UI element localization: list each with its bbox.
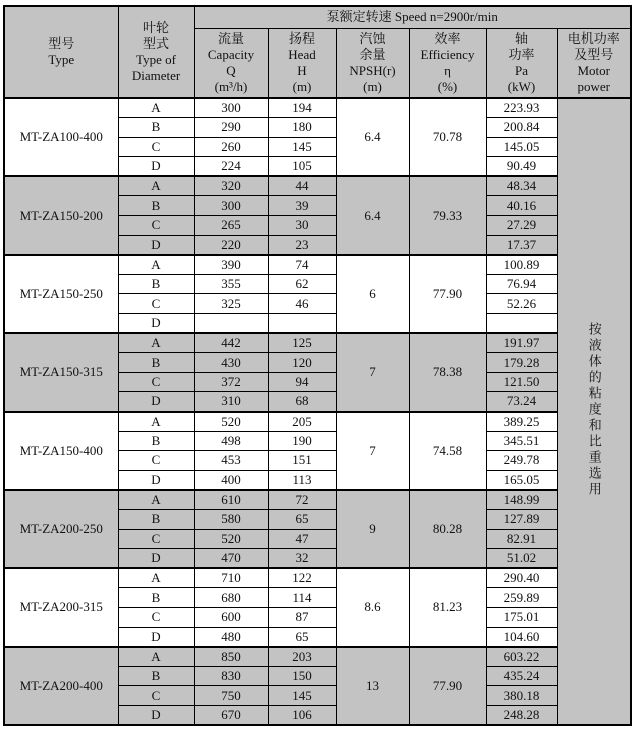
power-cell: 48.34 bbox=[486, 176, 557, 196]
power-cell: 380.18 bbox=[486, 686, 557, 706]
npsh-cell: 7 bbox=[336, 333, 409, 411]
impeller-type-cell: C bbox=[118, 137, 194, 157]
head-cell: 65 bbox=[268, 627, 336, 647]
impeller-type-cell: C bbox=[118, 451, 194, 471]
power-cell: 148.99 bbox=[486, 490, 557, 510]
efficiency-cell: 81.23 bbox=[409, 568, 486, 646]
head-cell: 32 bbox=[268, 549, 336, 569]
power-cell: 249.78 bbox=[486, 451, 557, 471]
impeller-type-cell: D bbox=[118, 627, 194, 647]
capacity-cell: 750 bbox=[194, 686, 268, 706]
power-cell: 191.97 bbox=[486, 333, 557, 353]
capacity-cell: 265 bbox=[194, 216, 268, 236]
npsh-cell: 6.4 bbox=[336, 98, 409, 176]
impeller-type-cell: B bbox=[118, 274, 194, 294]
capacity-cell: 325 bbox=[194, 294, 268, 314]
capacity-cell: 453 bbox=[194, 451, 268, 471]
power-cell: 603.22 bbox=[486, 647, 557, 667]
impeller-type-cell: D bbox=[118, 705, 194, 725]
head-cell: 205 bbox=[268, 412, 336, 432]
impeller-type-cell: A bbox=[118, 412, 194, 432]
capacity-cell: 224 bbox=[194, 157, 268, 177]
impeller-type-cell: D bbox=[118, 470, 194, 490]
impeller-type-cell: A bbox=[118, 568, 194, 588]
model-cell: MT-ZA150-400 bbox=[4, 412, 118, 490]
col-header-motor-power: 电机功率 及型号 Motor power bbox=[557, 28, 631, 98]
capacity-cell: 498 bbox=[194, 431, 268, 451]
power-cell: 200.84 bbox=[486, 118, 557, 138]
model-cell: MT-ZA200-315 bbox=[4, 568, 118, 646]
impeller-type-cell: D bbox=[118, 314, 194, 334]
head-cell: 151 bbox=[268, 451, 336, 471]
capacity-cell: 480 bbox=[194, 627, 268, 647]
efficiency-cell: 78.38 bbox=[409, 333, 486, 411]
capacity-cell: 290 bbox=[194, 118, 268, 138]
capacity-cell: 830 bbox=[194, 666, 268, 686]
capacity-cell: 850 bbox=[194, 647, 268, 667]
col-header-npsh: 汽蚀 余量 NPSH(r) (m) bbox=[336, 28, 409, 98]
impeller-type-cell: D bbox=[118, 157, 194, 177]
power-cell bbox=[486, 314, 557, 334]
head-cell: 94 bbox=[268, 372, 336, 392]
head-cell: 125 bbox=[268, 333, 336, 353]
impeller-type-cell: D bbox=[118, 549, 194, 569]
motor-note-cell bbox=[557, 98, 631, 725]
power-cell: 145.05 bbox=[486, 137, 557, 157]
head-cell: 44 bbox=[268, 176, 336, 196]
table-row bbox=[4, 647, 631, 667]
efficiency-cell: 77.90 bbox=[409, 255, 486, 333]
capacity-cell: 220 bbox=[194, 235, 268, 255]
head-cell: 194 bbox=[268, 98, 336, 118]
power-cell: 52.26 bbox=[486, 294, 557, 314]
power-cell: 73.24 bbox=[486, 392, 557, 412]
impeller-type-cell: A bbox=[118, 490, 194, 510]
table-row bbox=[4, 490, 631, 510]
col-header-capacity: 流量 Capacity Q (m³/h) bbox=[194, 28, 268, 98]
capacity-cell: 372 bbox=[194, 372, 268, 392]
power-cell: 127.89 bbox=[486, 509, 557, 529]
head-cell: 68 bbox=[268, 392, 336, 412]
head-cell: 145 bbox=[268, 137, 336, 157]
model-cell: MT-ZA200-400 bbox=[4, 647, 118, 725]
model-cell: MT-ZA200-250 bbox=[4, 490, 118, 568]
capacity-cell: 680 bbox=[194, 588, 268, 608]
col-header-impeller-type: 叶轮 型式 Type of Diameter bbox=[118, 6, 194, 98]
power-cell: 179.28 bbox=[486, 353, 557, 373]
header-row-top bbox=[4, 6, 631, 28]
efficiency-cell: 80.28 bbox=[409, 490, 486, 568]
power-cell: 27.29 bbox=[486, 216, 557, 236]
npsh-cell: 6 bbox=[336, 255, 409, 333]
capacity-cell: 670 bbox=[194, 705, 268, 725]
impeller-type-cell: C bbox=[118, 372, 194, 392]
impeller-type-cell: D bbox=[118, 392, 194, 412]
table-row bbox=[4, 176, 631, 196]
head-cell: 113 bbox=[268, 470, 336, 490]
head-cell: 47 bbox=[268, 529, 336, 549]
capacity-cell: 300 bbox=[194, 98, 268, 118]
head-cell: 46 bbox=[268, 294, 336, 314]
head-cell: 190 bbox=[268, 431, 336, 451]
impeller-type-cell: C bbox=[118, 216, 194, 236]
capacity-cell: 390 bbox=[194, 255, 268, 275]
power-cell: 104.60 bbox=[486, 627, 557, 647]
head-cell: 150 bbox=[268, 666, 336, 686]
capacity-cell: 600 bbox=[194, 607, 268, 627]
power-cell: 345.51 bbox=[486, 431, 557, 451]
capacity-cell: 300 bbox=[194, 196, 268, 216]
pump-table-body bbox=[4, 98, 631, 725]
head-cell: 105 bbox=[268, 157, 336, 177]
table-row bbox=[4, 98, 631, 118]
pump-spec-table bbox=[3, 5, 632, 726]
impeller-type-cell: C bbox=[118, 686, 194, 706]
impeller-type-cell: C bbox=[118, 607, 194, 627]
head-cell: 122 bbox=[268, 568, 336, 588]
col-header-model: 型号 Type bbox=[4, 6, 118, 98]
impeller-type-cell: A bbox=[118, 98, 194, 118]
power-cell: 165.05 bbox=[486, 470, 557, 490]
power-cell: 175.01 bbox=[486, 607, 557, 627]
capacity-cell: 320 bbox=[194, 176, 268, 196]
head-cell: 87 bbox=[268, 607, 336, 627]
model-cell: MT-ZA100-400 bbox=[4, 98, 118, 176]
head-cell: 145 bbox=[268, 686, 336, 706]
power-cell: 223.93 bbox=[486, 98, 557, 118]
npsh-cell: 13 bbox=[336, 647, 409, 725]
impeller-type-cell: B bbox=[118, 588, 194, 608]
impeller-type-cell: B bbox=[118, 353, 194, 373]
capacity-cell: 710 bbox=[194, 568, 268, 588]
head-cell: 120 bbox=[268, 353, 336, 373]
speed-banner: 泵额定转速 Speed n=2900r/min bbox=[194, 6, 631, 28]
impeller-type-cell: B bbox=[118, 666, 194, 686]
power-cell: 121.50 bbox=[486, 372, 557, 392]
power-cell: 435.24 bbox=[486, 666, 557, 686]
motor-note-vertical-text: 按液体的粘度和比重选用 bbox=[586, 321, 602, 498]
head-cell: 62 bbox=[268, 274, 336, 294]
power-cell: 82.91 bbox=[486, 529, 557, 549]
table-row bbox=[4, 568, 631, 588]
head-cell: 39 bbox=[268, 196, 336, 216]
head-cell: 106 bbox=[268, 705, 336, 725]
table-header bbox=[4, 6, 631, 98]
efficiency-cell: 74.58 bbox=[409, 412, 486, 490]
head-cell: 74 bbox=[268, 255, 336, 275]
capacity-cell: 520 bbox=[194, 529, 268, 549]
impeller-type-cell: B bbox=[118, 509, 194, 529]
model-cell: MT-ZA150-250 bbox=[4, 255, 118, 333]
impeller-type-cell: D bbox=[118, 235, 194, 255]
power-cell: 290.40 bbox=[486, 568, 557, 588]
col-header-head: 扬程 Head H (m) bbox=[268, 28, 336, 98]
impeller-type-cell: C bbox=[118, 294, 194, 314]
head-cell: 65 bbox=[268, 509, 336, 529]
power-cell: 100.89 bbox=[486, 255, 557, 275]
impeller-type-cell: A bbox=[118, 176, 194, 196]
head-cell bbox=[268, 314, 336, 334]
impeller-type-cell: A bbox=[118, 255, 194, 275]
model-cell: MT-ZA150-315 bbox=[4, 333, 118, 411]
capacity-cell: 580 bbox=[194, 509, 268, 529]
efficiency-cell: 77.90 bbox=[409, 647, 486, 725]
table-row bbox=[4, 333, 631, 353]
capacity-cell: 260 bbox=[194, 137, 268, 157]
npsh-cell: 7 bbox=[336, 412, 409, 490]
head-cell: 72 bbox=[268, 490, 336, 510]
npsh-cell: 9 bbox=[336, 490, 409, 568]
power-cell: 17.37 bbox=[486, 235, 557, 255]
head-cell: 114 bbox=[268, 588, 336, 608]
capacity-cell: 430 bbox=[194, 353, 268, 373]
npsh-cell: 8.6 bbox=[336, 568, 409, 646]
head-cell: 180 bbox=[268, 118, 336, 138]
power-cell: 90.49 bbox=[486, 157, 557, 177]
capacity-cell bbox=[194, 314, 268, 334]
capacity-cell: 310 bbox=[194, 392, 268, 412]
table-row bbox=[4, 255, 631, 275]
impeller-type-cell: A bbox=[118, 333, 194, 353]
npsh-cell: 6.4 bbox=[336, 176, 409, 254]
impeller-type-cell: B bbox=[118, 118, 194, 138]
capacity-cell: 355 bbox=[194, 274, 268, 294]
impeller-type-cell: B bbox=[118, 196, 194, 216]
col-header-shaft-power: 轴 功率 Pa (kW) bbox=[486, 28, 557, 98]
impeller-type-cell: B bbox=[118, 431, 194, 451]
power-cell: 248.28 bbox=[486, 705, 557, 725]
capacity-cell: 610 bbox=[194, 490, 268, 510]
impeller-type-cell: C bbox=[118, 529, 194, 549]
impeller-type-cell: A bbox=[118, 647, 194, 667]
capacity-cell: 470 bbox=[194, 549, 268, 569]
col-header-efficiency: 效率 Efficiency η (%) bbox=[409, 28, 486, 98]
capacity-cell: 400 bbox=[194, 470, 268, 490]
efficiency-cell: 70.78 bbox=[409, 98, 486, 176]
model-cell: MT-ZA150-200 bbox=[4, 176, 118, 254]
head-cell: 203 bbox=[268, 647, 336, 667]
capacity-cell: 520 bbox=[194, 412, 268, 432]
head-cell: 23 bbox=[268, 235, 336, 255]
power-cell: 76.94 bbox=[486, 274, 557, 294]
power-cell: 389.25 bbox=[486, 412, 557, 432]
head-cell: 30 bbox=[268, 216, 336, 236]
capacity-cell: 442 bbox=[194, 333, 268, 353]
power-cell: 40.16 bbox=[486, 196, 557, 216]
efficiency-cell: 79.33 bbox=[409, 176, 486, 254]
power-cell: 51.02 bbox=[486, 549, 557, 569]
power-cell: 259.89 bbox=[486, 588, 557, 608]
table-row bbox=[4, 412, 631, 432]
